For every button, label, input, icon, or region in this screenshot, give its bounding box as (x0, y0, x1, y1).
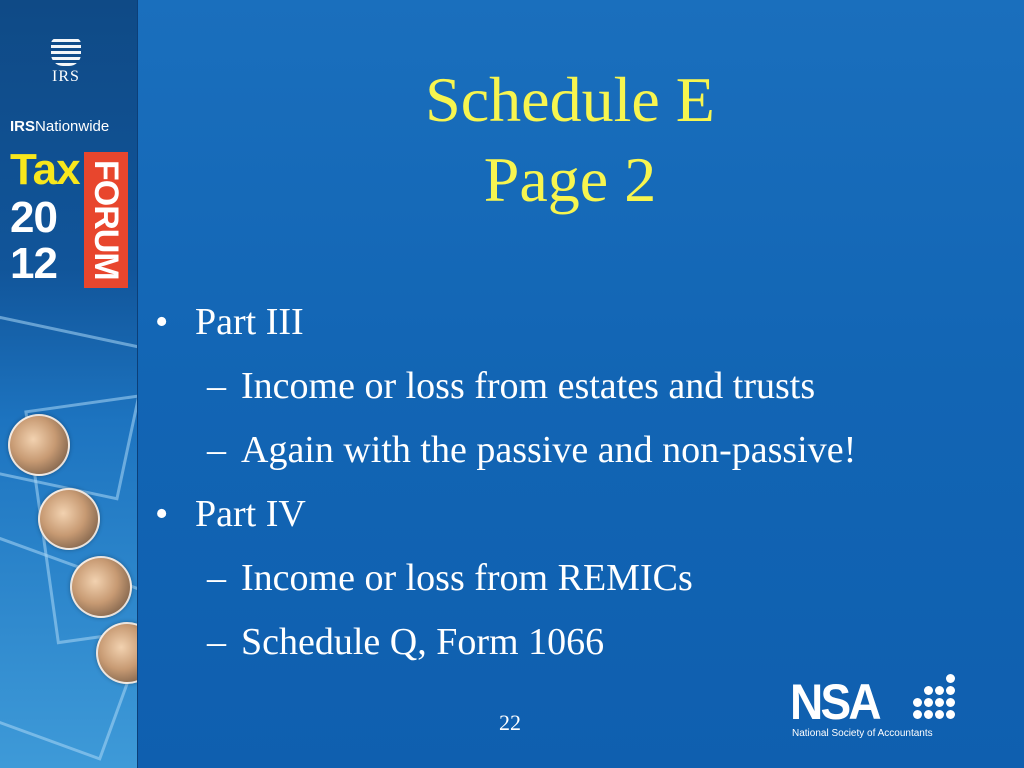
tax-forum-forum: FORUM (84, 152, 128, 288)
sub-bullet-marker: – (207, 621, 226, 663)
nsa-dots-icon (912, 674, 962, 728)
irs-eagle-icon (51, 38, 81, 66)
nationwide-rest: Nationwide (35, 118, 110, 135)
sub-bullet-item (155, 354, 1005, 418)
people-photo (38, 488, 100, 550)
people-photo (8, 414, 70, 476)
tax-forum-year-bottom: 12 (10, 239, 57, 288)
slide-title (300, 60, 840, 220)
bullet-item (155, 290, 1005, 354)
sub-bullet-item (155, 546, 1005, 610)
irs-logo-text: IRS (52, 68, 80, 85)
sub-bullet-item (155, 418, 1005, 482)
bullet-marker: • (155, 493, 169, 535)
bullet-item (155, 482, 1005, 546)
nsa-logo (790, 672, 968, 740)
sub-bullet-item (155, 610, 1005, 674)
slide-title-line1: Schedule E (425, 64, 715, 135)
sub-bullet-text: Income or loss from REMICs (241, 557, 693, 599)
sub-bullet-text: Schedule Q, Form 1066 (241, 621, 605, 663)
bullet-text: Part IV (195, 493, 306, 535)
nationwide-bold: IRS (10, 118, 36, 135)
tax-forum-year-top: 20 (10, 193, 57, 242)
sub-bullet-text: Again with the passive and non-passive! (241, 429, 857, 471)
sub-bullet-marker: – (207, 365, 226, 407)
people-photo (70, 556, 132, 618)
sidebar-branding (0, 0, 138, 768)
tax-forum-tax: Tax (10, 145, 80, 194)
sub-bullet-marker: – (207, 429, 226, 471)
nsa-logo-subtitle: National Society of Accountants (792, 728, 933, 739)
bullet-marker: • (155, 301, 169, 343)
bullet-text: Part III (195, 301, 304, 343)
sub-bullet-text: Income or loss from estates and trusts (241, 365, 816, 407)
slide-number: 22 (499, 710, 521, 735)
irs-nationwide-label (10, 118, 135, 135)
irs-logo (36, 38, 96, 86)
bullet-list (155, 290, 1005, 674)
sub-bullet-marker: – (207, 557, 226, 599)
slide-title-line2: Page 2 (483, 144, 657, 215)
nsa-logo-letters: NSA (790, 674, 879, 730)
